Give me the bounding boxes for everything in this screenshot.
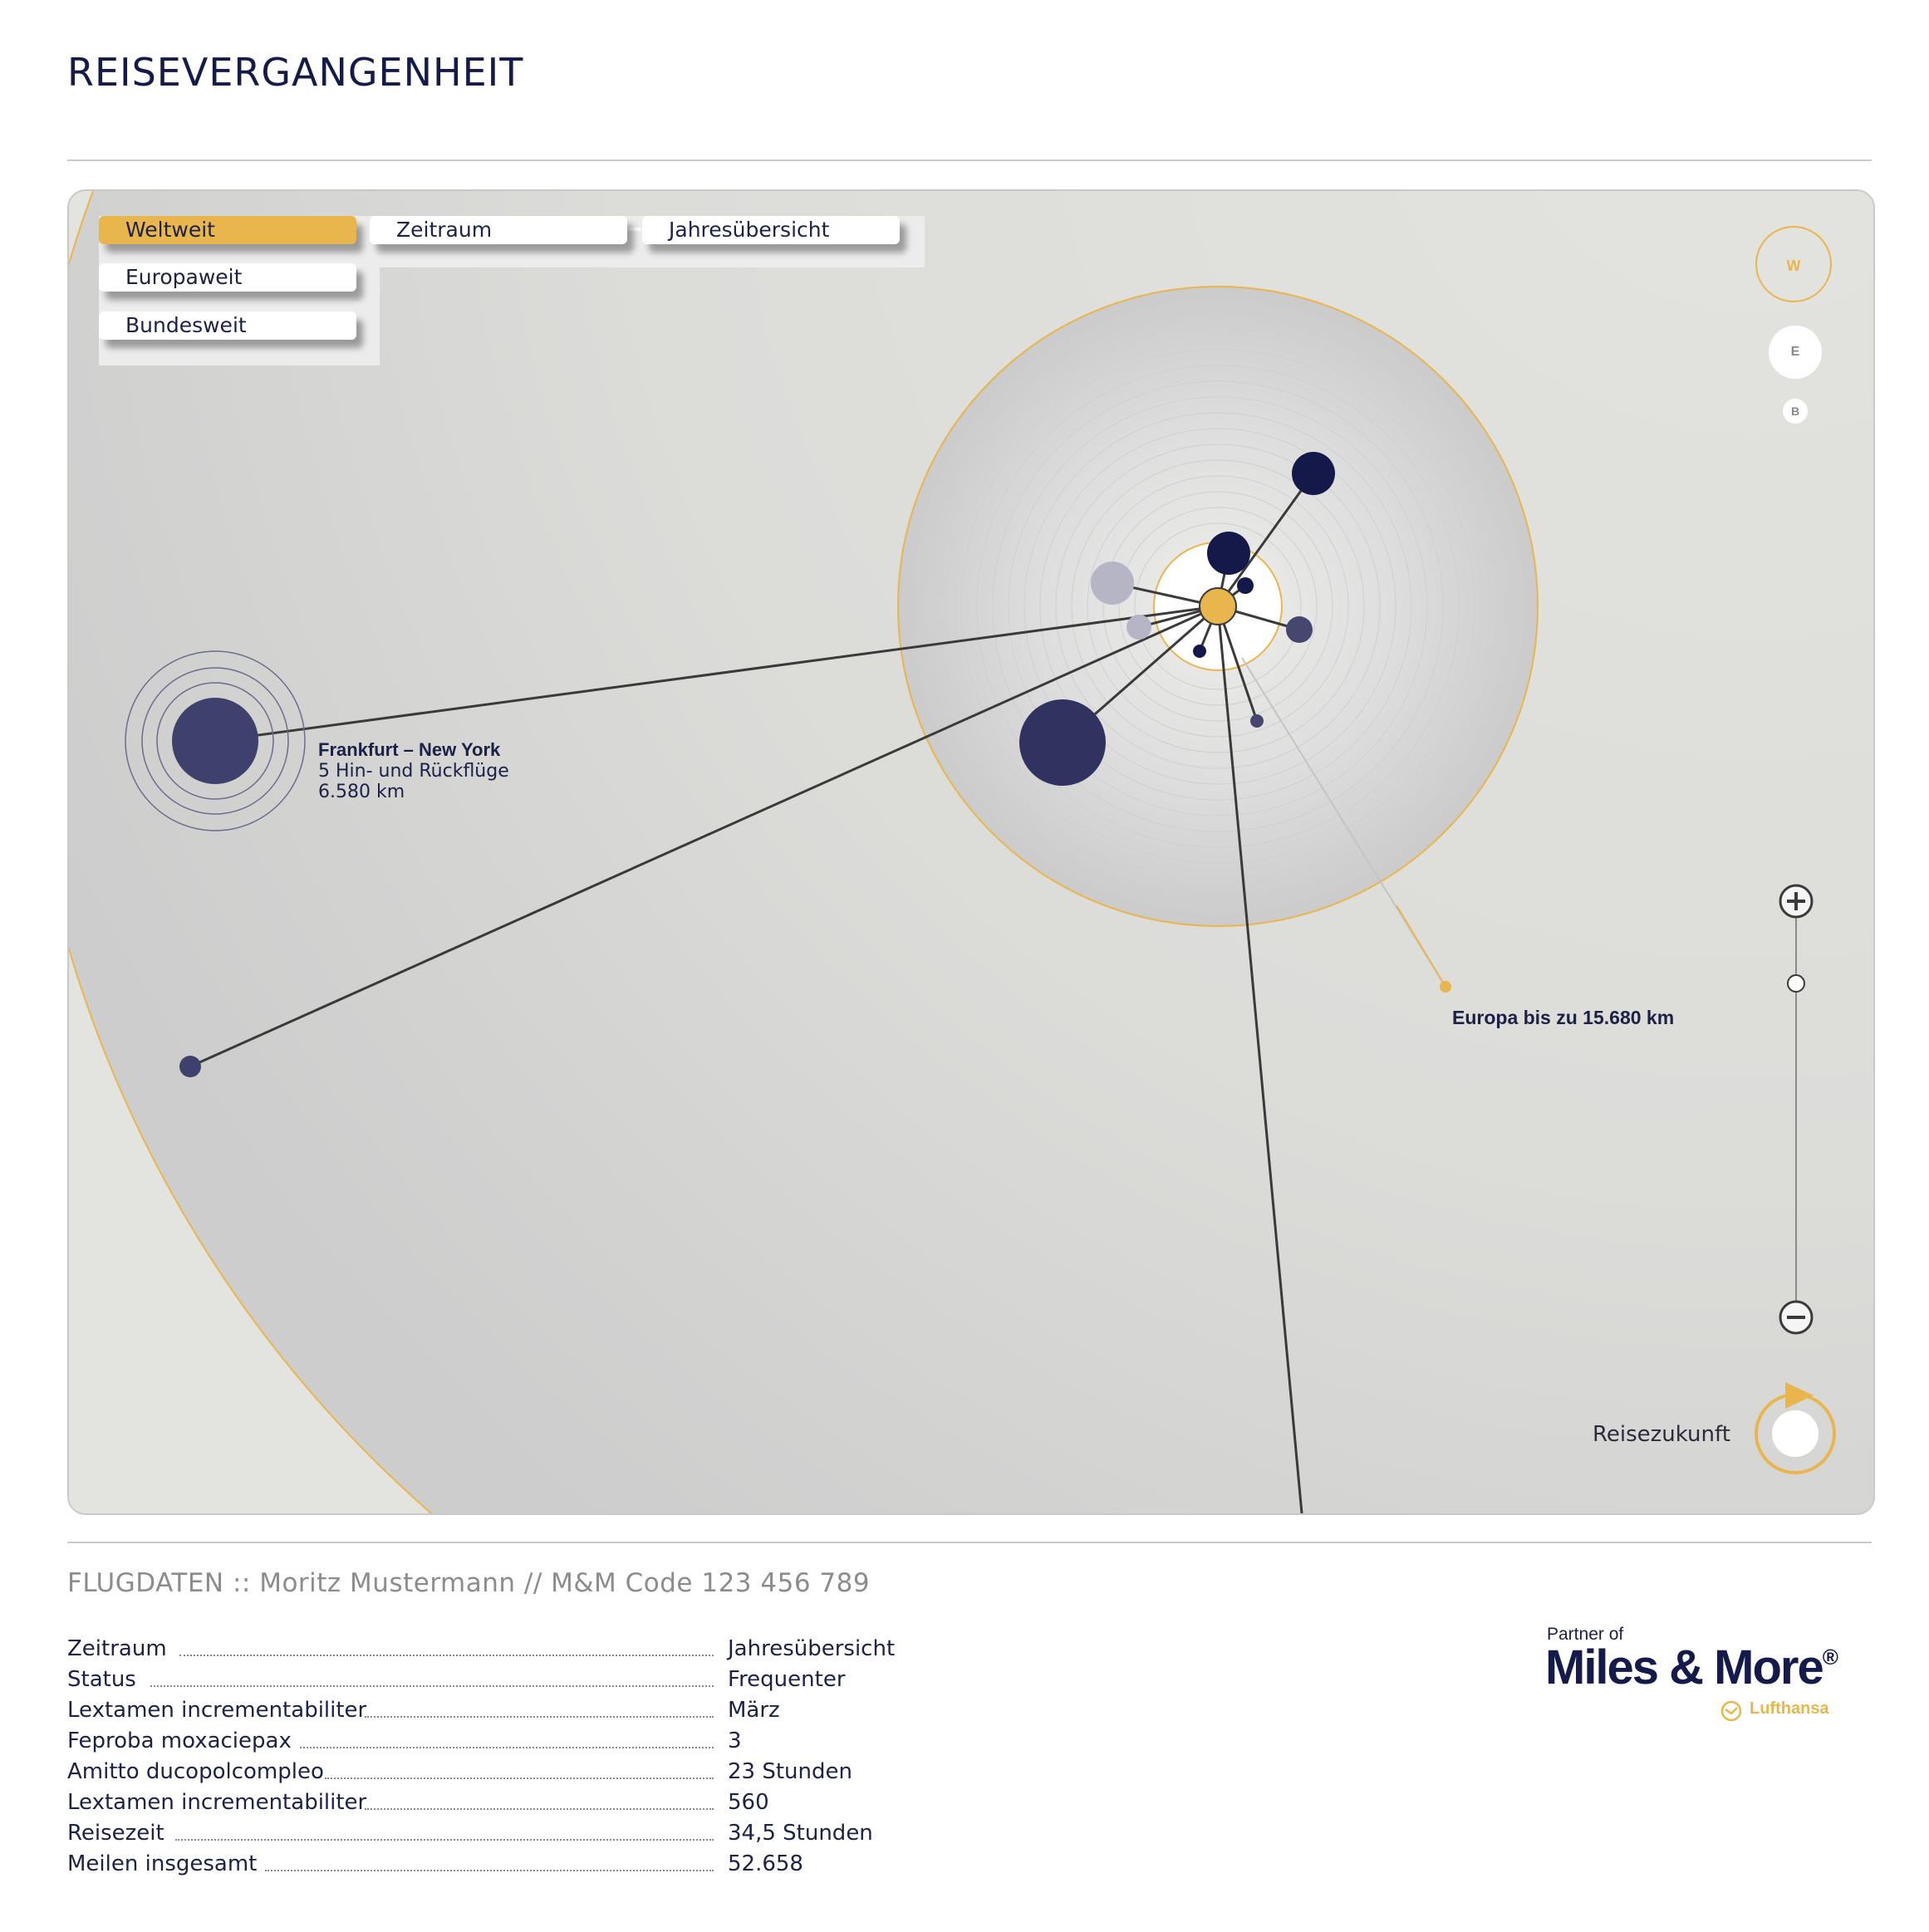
tab-europaweit[interactable]: Europaweit: [99, 263, 356, 292]
flight-data-label: Feproba moxaciepax: [67, 1729, 292, 1753]
destination-dot[interactable]: [1126, 615, 1151, 640]
flight-data-value: März: [728, 1698, 780, 1723]
dotted-leader: [150, 1685, 714, 1687]
flight-data-row: [67, 1636, 948, 1666]
destination-dot[interactable]: [1250, 714, 1264, 728]
travel-map-panel: [67, 189, 1875, 1515]
destination-dot[interactable]: [1207, 532, 1250, 575]
route-callout-title: Frankfurt – New York: [318, 739, 501, 760]
tab-jahresuebersicht[interactable]: Jahresübersicht: [642, 216, 900, 244]
flight-data-row: [67, 1821, 948, 1851]
zoom-handle[interactable]: [1788, 975, 1804, 992]
route-callout: [318, 739, 509, 802]
crane-icon: [1720, 1699, 1743, 1726]
flight-data-label: Lextamen incrementabiliter: [67, 1698, 367, 1723]
flight-data-value: 3: [728, 1729, 742, 1753]
europe-marker: [1440, 981, 1451, 993]
flight-data-value: 23 Stunden: [728, 1759, 852, 1784]
flight-data-row: [67, 1790, 948, 1820]
flight-data-row: [67, 1759, 948, 1789]
destination-dot[interactable]: [1286, 616, 1313, 643]
world-range-area: [69, 191, 1873, 1513]
header-divider: [67, 159, 1872, 161]
flight-data-row: [67, 1851, 948, 1881]
flight-data-label: Status: [67, 1667, 136, 1692]
dotted-leader: [300, 1747, 714, 1748]
flight-data-label: Reisezeit: [67, 1821, 164, 1846]
europe-range-label: Europa bis zu 15.680 km: [1452, 1007, 1675, 1028]
travel-map[interactable]: [69, 191, 1873, 1513]
dotted-leader: [325, 1778, 714, 1779]
flight-data-value: Frequenter: [728, 1667, 846, 1692]
destination-dot[interactable]: [1091, 561, 1134, 605]
flight-data-row: [67, 1667, 948, 1697]
footer-divider: [67, 1542, 1872, 1543]
destination-dot[interactable]: [1019, 699, 1106, 786]
route-callout-flights: 5 Hin- und Rückflüge: [318, 761, 509, 782]
destination-dot[interactable]: [1237, 577, 1254, 594]
tab-zeitraum[interactable]: Zeitraum: [370, 216, 627, 244]
scope-germany-button[interactable]: B: [1783, 399, 1808, 424]
dotted-leader: [265, 1870, 714, 1871]
flight-data-label: Amitto ducopolcompleo: [67, 1759, 324, 1784]
flight-data-row: [67, 1729, 948, 1758]
scope-world-button[interactable]: W: [1755, 226, 1832, 302]
dotted-leader: [365, 1716, 714, 1718]
logo-partner-text: Partner of: [1547, 1625, 1624, 1644]
destination-dot[interactable]: [1292, 452, 1335, 495]
logo-brand-text: Miles & More: [1545, 1640, 1823, 1694]
page-title: REISEVERGANGENHEIT: [67, 50, 524, 95]
destination-dot[interactable]: [179, 1056, 201, 1077]
future-label: Reisezukunft: [1593, 1422, 1730, 1447]
destination-dot[interactable]: [1193, 645, 1206, 658]
lufthansa-wordmark: Lufthansa: [1750, 1699, 1829, 1718]
flight-data-label: Lextamen incrementabiliter: [67, 1790, 367, 1815]
logo-registered-mark: ®: [1822, 1645, 1837, 1670]
hub-frankfurt[interactable]: [1200, 588, 1236, 625]
dotted-leader: [175, 1839, 714, 1841]
dotted-leader: [179, 1655, 714, 1656]
flight-data-value: Jahresübersicht: [728, 1636, 896, 1661]
flight-data-row: [67, 1698, 948, 1728]
miles-and-more-logo: [1545, 1640, 1837, 1695]
flight-data-header: FLUGDATEN :: Moritz Mustermann // M&M Code 123 456 789: [67, 1568, 871, 1598]
flight-data-label: Meilen insgesamt: [67, 1851, 258, 1876]
minus-circle-icon[interactable]: [1780, 1302, 1812, 1333]
route-callout-distance: 6.580 km: [318, 782, 405, 802]
dotted-leader: [365, 1808, 714, 1810]
flight-data-value: 52.658: [728, 1851, 803, 1876]
flight-data-value: 560: [728, 1790, 769, 1815]
tab-bundesweit[interactable]: Bundesweit: [99, 311, 356, 340]
plus-circle-icon[interactable]: [1780, 885, 1812, 917]
flight-data-value: 34,5 Stunden: [728, 1821, 873, 1846]
scope-europe-button[interactable]: E: [1769, 326, 1822, 379]
tab-weltweit[interactable]: Weltweit: [99, 216, 356, 244]
flight-data-label: Zeitraum: [67, 1636, 167, 1661]
